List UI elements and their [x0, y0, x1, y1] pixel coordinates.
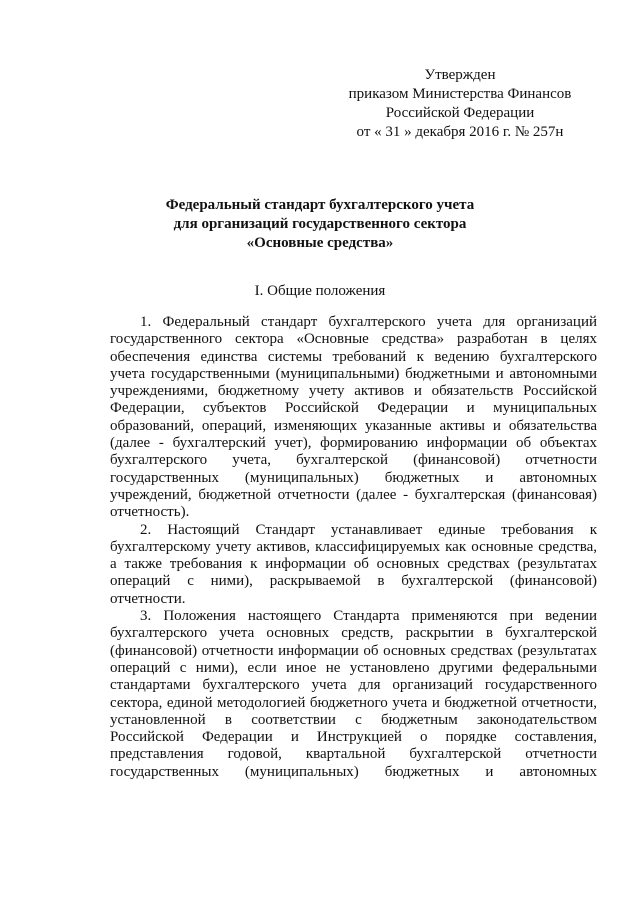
paragraph-1: [110, 314, 597, 522]
text-line: а также требования к информации об основных средствах (результатах: [110, 556, 597, 573]
text-line: государственных (муниципальных) бюджетных и автономных: [110, 469, 597, 486]
approval-line: от « 31 » декабря 2016 г. № 257н: [356, 124, 564, 140]
document-title: [110, 196, 530, 253]
text-line: установленной в соответствии с бюджетным законодательством: [110, 711, 597, 728]
text-line: 1. Федеральный стандарт бухгалтерского учета для организаций: [140, 314, 597, 330]
body-text: [110, 314, 597, 781]
title-line: Федеральный стандарт бухгалтерского учета: [165, 197, 475, 213]
approval-line: Утвержден: [424, 67, 496, 83]
text-line: сектора, единой методологией бюджетного учета и бюджетной отчетности,: [110, 694, 597, 711]
approval-line: приказом Министерства Финансов: [348, 86, 572, 102]
text-line: стандартами бухгалтерского учета для организаций государственного: [110, 677, 597, 694]
text-line: Российской Федерации и Инструкцией о порядке составления,: [110, 729, 597, 746]
text-line: (далее - бухгалтерский учет), формированию информации об объектах: [110, 435, 597, 452]
text-line: бухгалтерского учета, бухгалтерской (финансовой) отчетности: [110, 452, 597, 469]
text-line: учета государственными (муниципальными) бюджетными и автономными: [110, 365, 597, 382]
text-line: Федерации, субъектов Российской Федерации и муниципальных: [110, 400, 597, 417]
text-line: учреждений, бюджетной отчетности (далее - бухгалтерская (финансовая): [110, 486, 597, 503]
text-line: операций с ними), раскрываемой в бухгалтерской (финансовой): [110, 573, 597, 590]
text-line: 3. Положения настоящего Стандарта применяются при ведении: [140, 608, 597, 625]
text-line: отчетность).: [110, 504, 190, 521]
text-line: государственного сектора «Основные средства» разработан в целях: [110, 331, 597, 348]
title-line: для организаций государственного сектора: [173, 216, 467, 232]
text-line: государственных (муниципальных) бюджетных и автономных: [110, 763, 597, 780]
text-line: представления годовой, квартальной бухгалтерской отчетности: [110, 746, 597, 763]
section-heading: I. Общие положения: [254, 283, 386, 299]
text-line: (финансовой) отчетности информации об основных средствах (результатах: [110, 642, 597, 659]
text-line: бухгалтерскому учету активов, классифицируемых как основные средства,: [110, 538, 597, 555]
paragraph-3: [110, 608, 597, 781]
text-line: учреждениями, бюджетному учету активов и обязательств Российской: [110, 383, 597, 400]
paragraph-2: [110, 522, 597, 608]
text-line: отчетности.: [110, 590, 186, 607]
text-line: бухгалтерского учета основных средств, раскрытии в бухгалтерской: [110, 625, 597, 642]
title-line: «Основные средства»: [246, 235, 394, 251]
text-line: обеспечения единства системы требований к ведению бухгалтерского: [110, 348, 597, 365]
approval-line: Российской Федерации: [385, 105, 535, 121]
text-line: операций с ними), если иное не установлено другими федеральными: [110, 659, 597, 676]
text-line: образований, операций, изменяющих указанные активы и обязательства: [110, 417, 597, 434]
approval-stamp: [330, 66, 590, 142]
text-line: 2. Настоящий Стандарт устанавливает единые требования к: [140, 521, 597, 538]
